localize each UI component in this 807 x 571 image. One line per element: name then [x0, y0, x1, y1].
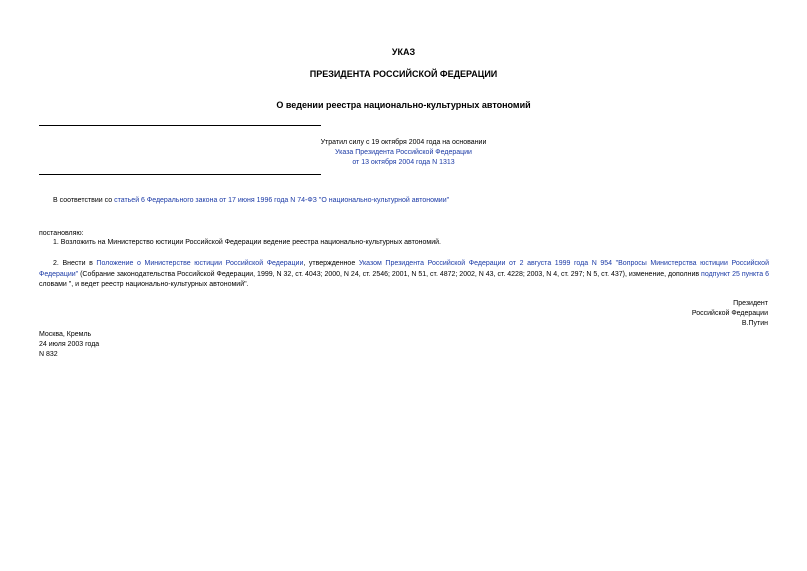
place-number: N 832	[39, 351, 58, 358]
status-note-date-link[interactable]: от 13 октября 2004 года N 1313	[352, 159, 455, 166]
place-date: 24 июля 2003 года	[39, 341, 100, 348]
item-2	[39, 259, 769, 291]
signature-country: Российской Федерации	[691, 310, 768, 317]
place-city: Москва, Кремль	[39, 331, 92, 338]
basis-paragraph	[53, 196, 773, 207]
status-note-decree-link[interactable]: Указа Президента Российской Федерации	[335, 149, 472, 156]
ministry-regulation-link[interactable]: Положение о Министерстве юстиции Российской Федерации	[96, 260, 304, 267]
subpoint-25-link[interactable]: подпункт 25 пункта 6	[701, 270, 769, 278]
item-2-text-2: , утвержденное	[303, 260, 359, 267]
top-divider	[39, 125, 321, 126]
federal-law-link[interactable]: статьей 6 Федерального закона от 17 июня 1996 года N 74-ФЗ "О национально-культурной автономии"	[114, 197, 450, 204]
item-2-text-4: словами ", и ведет реестр национально-культурных автономий".	[39, 281, 249, 288]
signature-title: Президент	[733, 300, 768, 307]
document-title: УКАЗ	[391, 47, 416, 57]
decree-word: постановляю:	[39, 230, 84, 237]
status-note-line: Утратил силу с 19 октября 2004 года на основании	[320, 139, 487, 146]
item-1: 1. Возложить на Министерство юстиции Российской Федерации ведение реестра национально-культурных автономий.	[53, 239, 441, 246]
signature-name: В.Путин	[741, 320, 768, 327]
status-note-link-date[interactable]	[0, 158, 807, 169]
document-subject: О ведении реестра национально-культурных автономий	[276, 100, 531, 110]
bottom-divider	[39, 174, 321, 175]
item-2-text-3: (Собрание законодательства Российской Федерации, 1999, N 32, ст. 4043; 2000, N 24, ст. 2546; 2001, N 51, ст. 4872; 2002, N 43, ст. 4228; 2003, N 4, ст. 297; N 5, ст. 437), изменение, дополнив	[78, 270, 702, 278]
status-note-link-decree[interactable]	[0, 148, 807, 159]
document-issuer: ПРЕЗИДЕНТА РОССИЙСКОЙ ФЕДЕРАЦИИ	[309, 69, 498, 79]
basis-prefix: В соответствии со	[53, 197, 115, 204]
presidential-decree-954-link[interactable]: Указом Президента Российской Федерации от 2 августа 1999 года N 954 "Вопросы Министерства юстиции Российской Федерации"	[39, 260, 769, 278]
item-2-text-1: 2. Внести в	[53, 260, 97, 267]
